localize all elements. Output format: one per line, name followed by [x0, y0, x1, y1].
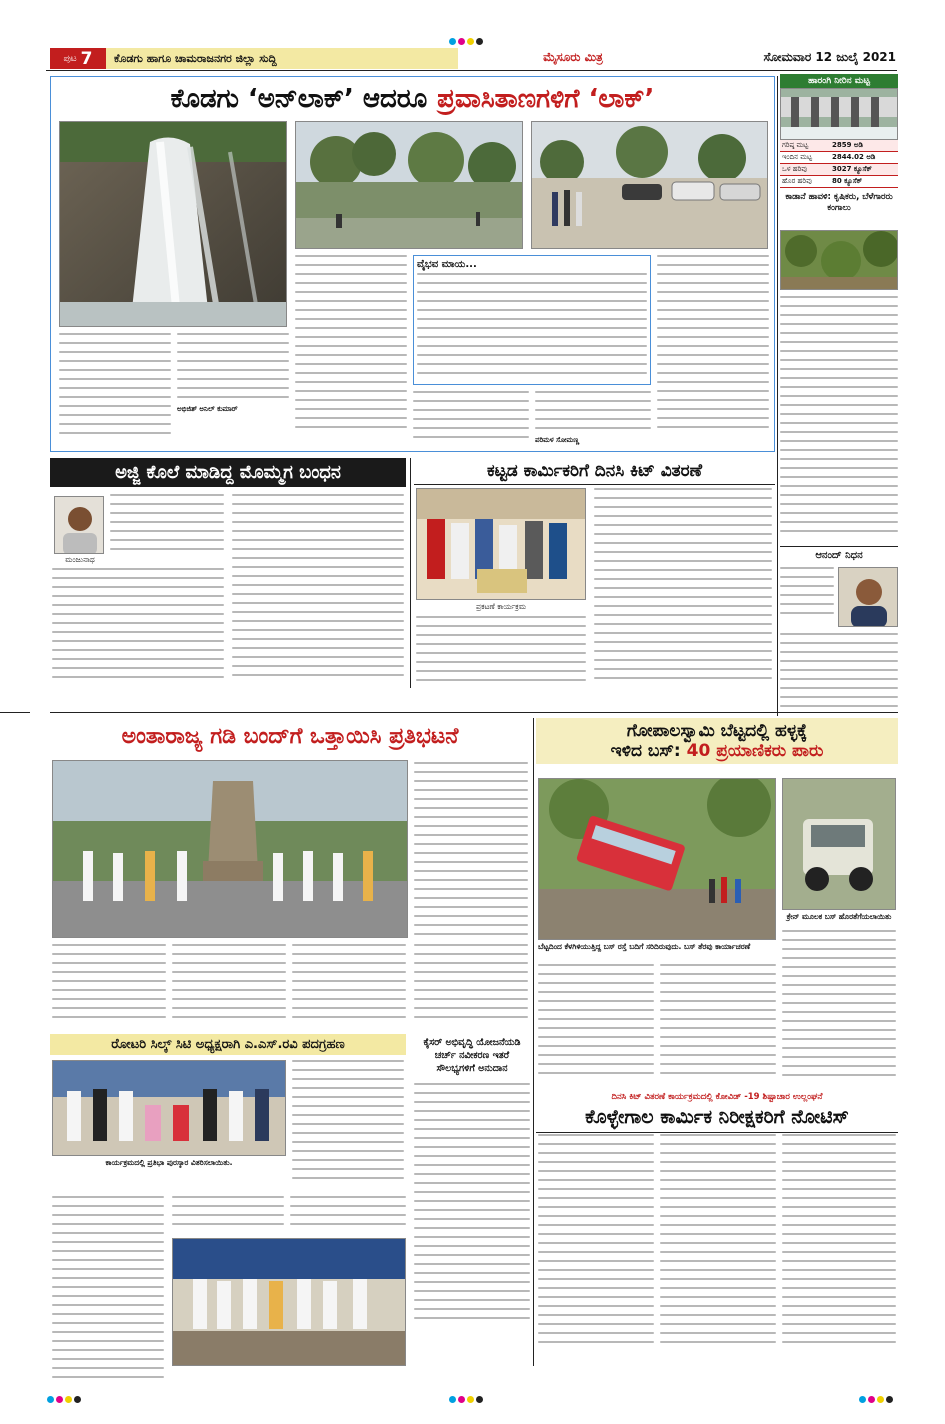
church-grant-body [414, 1083, 530, 1333]
crop-damage-photo [780, 230, 898, 290]
registration-marks-right [858, 1388, 894, 1407]
ration-kit-caption: ಪ್ರಕಟಣೆ ಕಾರ್ಯಕ್ರಮ [475, 602, 527, 611]
lead-body-col7 [657, 255, 769, 447]
event-photo [172, 1238, 406, 1366]
notice-body-col3 [782, 1134, 896, 1362]
ration-kit-headline: ಕಟ್ಟಡ ಕಾರ್ಮಿಕರಿಗೆ ದಿನಸಿ ಕಿಟ್ ವಿತರಣೆ [414, 458, 775, 485]
arrest-body-col2 [232, 494, 404, 684]
rotary-caption: ಕಾರ್ಯಕ್ರಮದಲ್ಲಿ ಪ್ರತಿಭಾ ಪುರಸ್ಕಾರ ವಿತರಿಸಲಾಯಿತು. [105, 1158, 233, 1167]
protest-photo [52, 760, 408, 938]
dam-row: ಹೊರ ಹರಿವು 80 ಕ್ಯೂಸೆಕ್ [780, 176, 898, 188]
bus-headline-line2 [536, 741, 898, 761]
rotary-photo [52, 1060, 286, 1156]
crane-caption: ಕ್ರೇನ್ ಮೂಲಕ ಬಸ್ ಹೊರತೆಗೆಯಲಾಯಿತು [786, 912, 892, 921]
column-rule [410, 458, 411, 688]
lead-story [50, 76, 775, 452]
column-rule [777, 76, 778, 716]
header-rule [46, 70, 897, 71]
bus-accident-headline [536, 718, 898, 764]
lead-headline-red: ಪ್ರವಾಸಿತಾಣಗಳಿಗೆ ‘ಲಾಕ್’ [437, 83, 655, 114]
section-band [106, 48, 458, 69]
byline-2: ಪರಿಮಳ ಸೋಮಣ್ಣ [535, 436, 580, 444]
arrest-body-col1b [52, 568, 224, 684]
bus-accident-story [536, 718, 898, 1086]
lead-headline [55, 81, 770, 117]
page-number: 7 [80, 48, 93, 69]
inset-title: ವೈಭವ ಮಾಯ... [417, 259, 477, 270]
lead-body-col3 [295, 255, 407, 445]
ration-kit-body-col1 [416, 616, 586, 686]
registration-marks-center [448, 1388, 484, 1407]
protest-body-col1 [52, 944, 166, 1026]
church-grant-story [414, 1034, 530, 1364]
lake-photo [295, 121, 523, 249]
obituary-photo [838, 567, 898, 627]
page-number-badge [50, 48, 106, 69]
dam-table [780, 140, 898, 188]
bus-photo [538, 778, 776, 940]
byline-1: ಅಭಿಜಿತ್ ಅನಿಲ್ ಕುಮಾರ್ [177, 405, 238, 413]
lead-body-col5 [413, 391, 529, 447]
bus-headline-line1: ಗೋಪಾಲಸ್ವಾಮಿ ಬೆಟ್ಟದಲ್ಲಿ ಹಳ್ಳಕ್ಕೆ [626, 721, 808, 741]
row-rule [50, 712, 898, 713]
rotary-body-bottom [52, 1196, 164, 1396]
notice-story [536, 1090, 898, 1366]
lead-headline-black: ಕೊಡಗು ‘ಅನ್‌ಲಾಕ್’ ಆದರೂ [170, 83, 428, 114]
rotary-headline: ರೋಟರಿ ಸಿಲ್ಕ್ ಸಿಟಿ ಅಧ್ಯಕ್ಷರಾಗಿ ಎ.ಎಸ್.ರವಿ ಪದಗ್ರಹಣ [50, 1034, 406, 1055]
waterfall-photo [59, 121, 287, 327]
notice-kicker: ದಿನಸಿ ಕಿಟ್ ವಿತರಣೆ ಕಾರ್ಯಕ್ರಮದಲ್ಲಿ ಕೋವಿಡ್ -19 ಶಿಷ್ಟಾಚಾರ ಉಲ್ಲಂಘನೆ [611, 1092, 823, 1102]
dam-row: ಗರಿಷ್ಠ ಮಟ್ಟ 2859 ಅಡಿ [780, 140, 898, 152]
obituary-box [780, 546, 898, 716]
ration-kit-photo [416, 488, 586, 600]
dam-title: ಹಾರಂಗಿ ನೀರಿನ ಮಟ್ಟ [780, 74, 898, 88]
bus-body-col3 [782, 930, 896, 1082]
arrest-photo-caption: ಮಂಜುನಾಥ [65, 555, 95, 564]
inset-box [413, 255, 651, 385]
rotary-body-side [292, 1060, 404, 1190]
protest-body-side [414, 762, 528, 938]
church-grant-headline: ಕೈಸರ್ ಅಭಿವೃದ್ಧಿ ಯೋಜನೆಯಡಿ ಚರ್ಚ್ ನವೀಕರಣ ಇತರೆ ಸೌಲಭ್ಯಗಳಿಗೆ ಅನುದಾನ [423, 1037, 521, 1074]
masthead: ಮೈಸೂರು ಮಿತ್ರ [543, 50, 603, 64]
arrest-headline: ಅಜ್ಜಿ ಕೊಲೆ ಮಾಡಿದ್ದ ಮೊಮ್ಮಗ ಬಂಧನ [50, 458, 406, 487]
obituary-title: ಆನಂದ್ ನಿಧನ [815, 550, 863, 561]
crop-damage-title: ಕಾಡಾನೆ ಹಾವಳಿ: ಕೃಷಿಕರು, ಬೆಳೆಗಾರರು ಕಂಗಾಲು [785, 192, 893, 213]
protest-body-col3 [292, 944, 406, 1026]
obituary-body [780, 567, 834, 627]
crop-damage-body [780, 296, 898, 542]
arrest-body-col1 [110, 494, 224, 556]
notice-headline: ಕೊಳ್ಳೇಗಾಲ ಕಾರ್ಮಿಕ ನಿರೀಕ್ಷಕರಿಗೆ ನೋಟಿಸ್ [536, 1104, 898, 1133]
rotary-body-bottom-3 [290, 1196, 406, 1232]
page-date: ಸೋಮವಾರ 12 ಜುಲೈ 2021 [763, 50, 896, 64]
bus-headline-line2-red: 40 ಪ್ರಯಾಣಿಕರು ಪಾರು [686, 741, 824, 761]
protest-story [50, 718, 530, 1030]
notice-body-col2 [660, 1134, 776, 1362]
protest-body-col2 [172, 944, 286, 1026]
protest-headline: ಅಂತಾರಾಜ್ಯ ಗಡಿ ಬಂದ್‌ಗೆ ಒತ್ತಾಯಿಸಿ ಪ್ರತಿಭಟನೆ [121, 724, 459, 749]
bus-body-col2 [660, 964, 776, 1082]
section-title: ಕೊಡಗು ಹಾಗೂ ಚಾಮರಾಜನಗರ ಜಿಲ್ಲಾ ಸುದ್ದಿ [114, 51, 277, 65]
dam-row: ಇಂದಿನ ಮಟ್ಟ 2844.02 ಅಡಿ [780, 152, 898, 164]
ration-kit-story [414, 458, 775, 688]
registration-marks-left [46, 1388, 82, 1407]
ration-kit-body-col2 [594, 488, 772, 686]
lead-body-col2 [177, 333, 289, 445]
notice-body-col1 [538, 1134, 654, 1362]
protest-body-col4 [414, 944, 528, 1026]
registration-marks-top [448, 30, 484, 49]
crane-photo [782, 778, 896, 910]
bus-caption: ಬೆಟ್ಟದಿಂದ ಕೆಳಗಿಳಿಯುತ್ತಿದ್ದ ಬಸ್ ರಸ್ತೆ ಬದಿಗೆ ಸರಿದಿರುವುದು. ಬಸ್ ತೆರವು ಕಾರ್ಯಾಚರಣೆ [538, 942, 751, 951]
dam-photo [780, 88, 898, 140]
page-label: ಪುಟ [63, 53, 77, 64]
header-bar [46, 47, 897, 71]
rotary-body-bottom-2 [172, 1196, 284, 1232]
lead-body-col1 [59, 333, 171, 445]
bus-body-col1 [538, 964, 654, 1082]
bus-headline-line2-black: ಇಳಿದ ಬಸ್: [610, 741, 681, 761]
row-rule [0, 712, 30, 713]
obituary-body-2 [780, 633, 898, 713]
lead-body-col6 [535, 391, 651, 447]
rotary-story [50, 1034, 406, 1194]
arrest-story [50, 458, 406, 688]
column-rule [533, 718, 534, 1366]
dam-row: ಒಳ ಹರಿವು 3027 ಕ್ಯೂಸೆಕ್ [780, 164, 898, 176]
parking-photo [531, 121, 768, 249]
arrest-photo [54, 496, 104, 554]
